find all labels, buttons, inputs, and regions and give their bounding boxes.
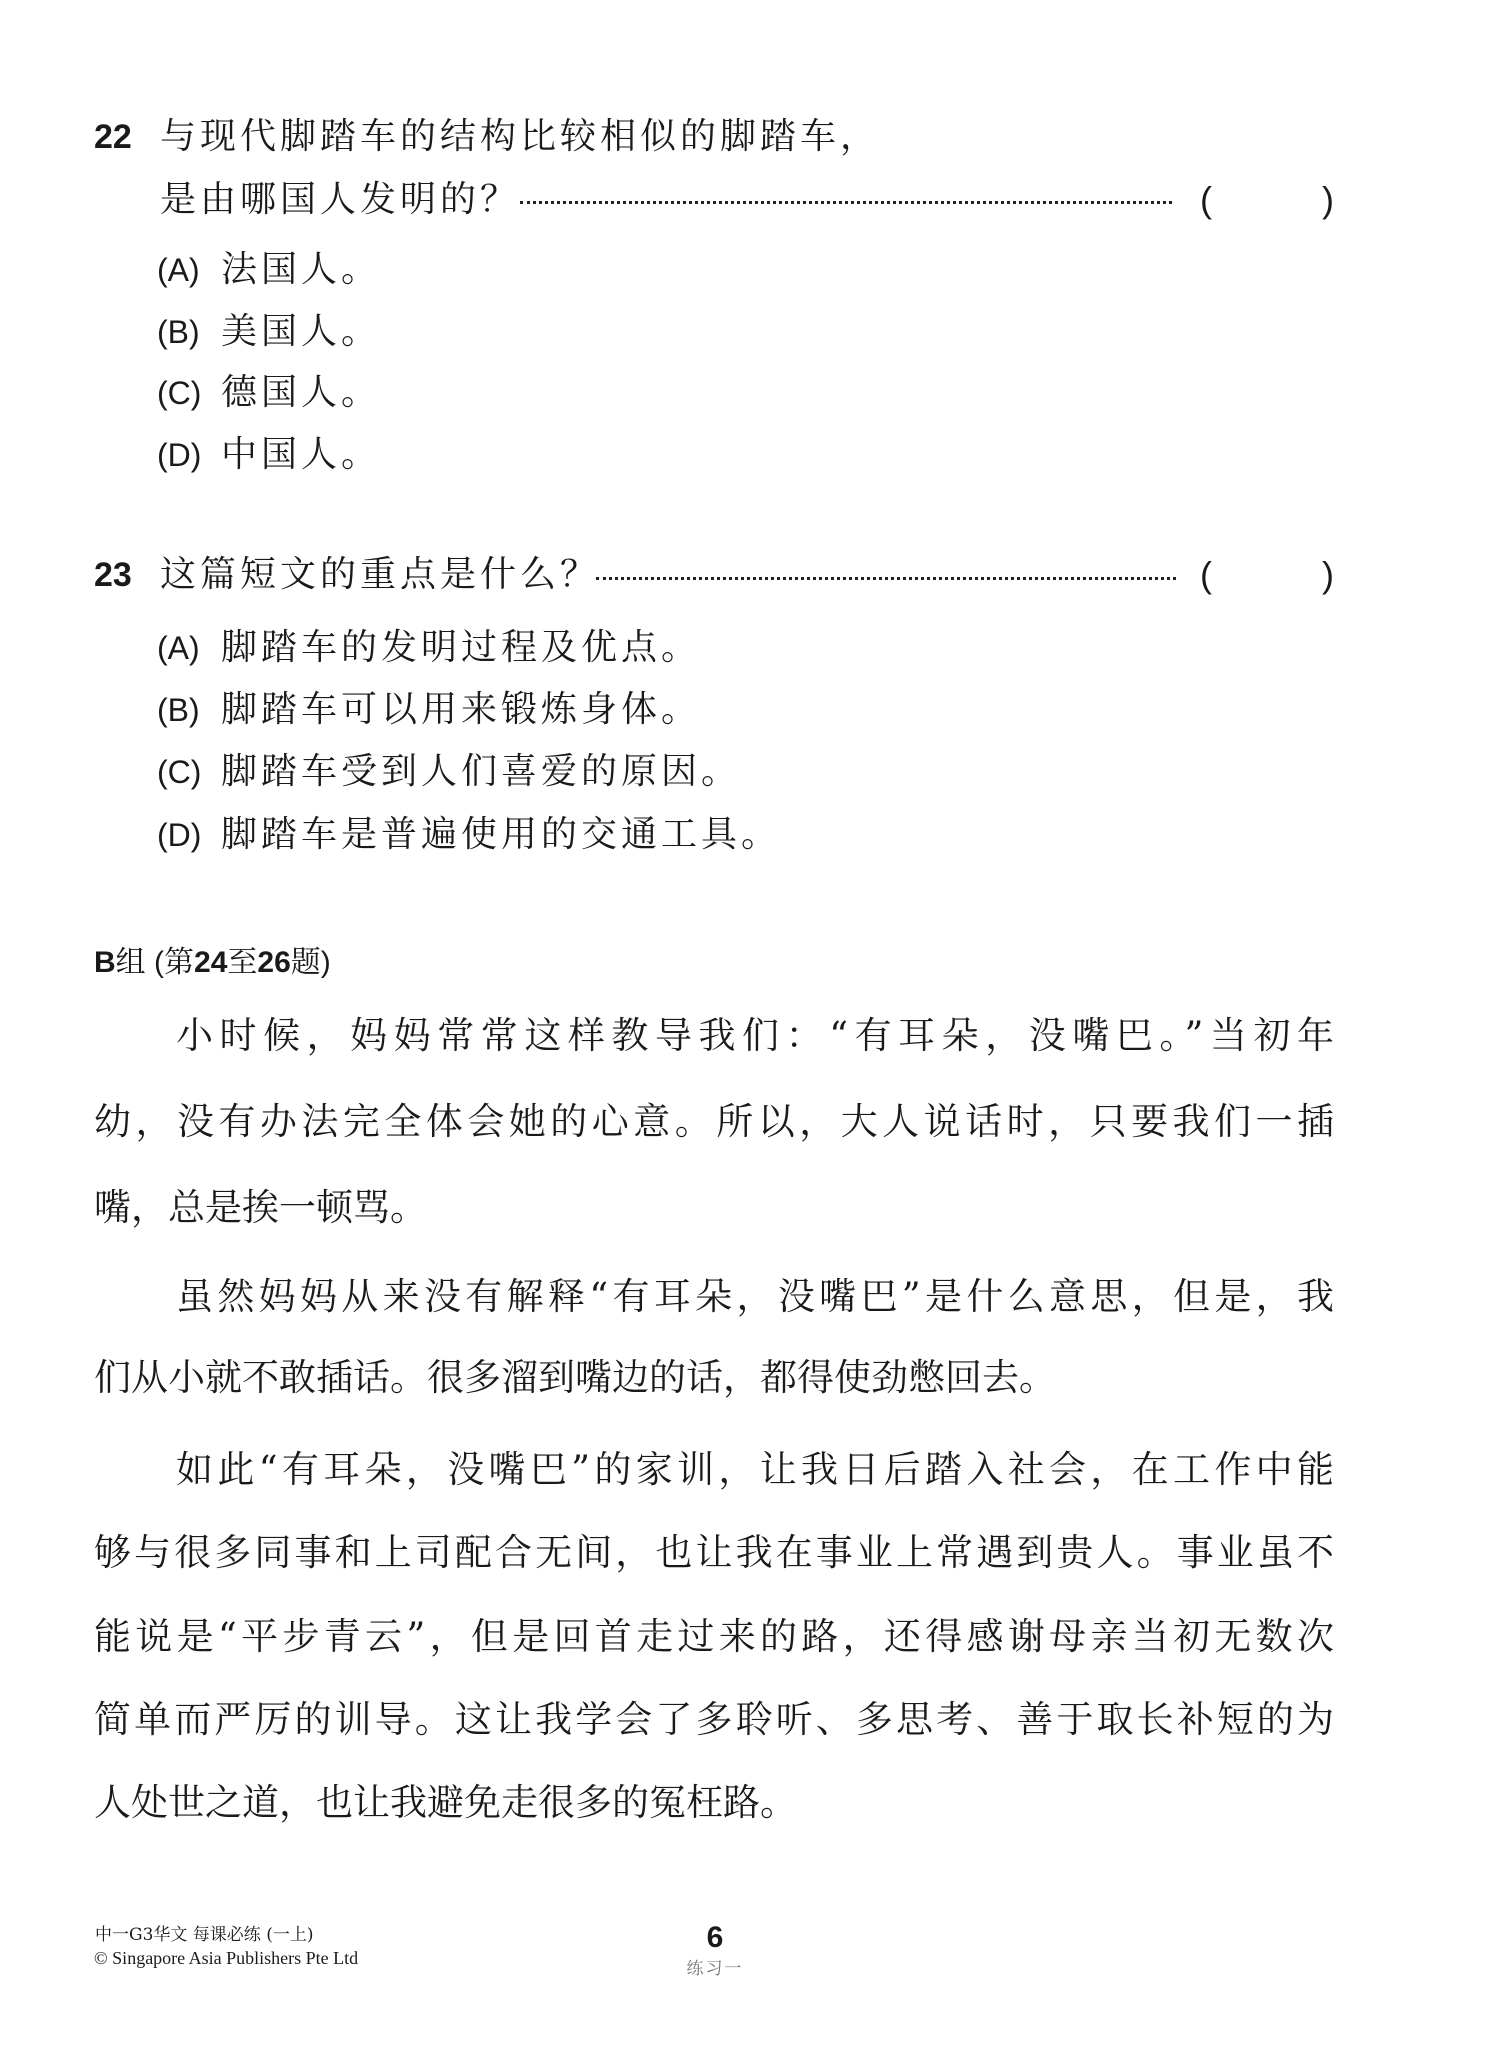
option-text: 法国人。 [221, 249, 382, 290]
section-suffix: 题 [290, 946, 321, 979]
option-23-a[interactable] [157, 626, 701, 670]
section-from: 24 [194, 946, 228, 979]
answer-blank-22[interactable] [1220, 180, 1320, 220]
option-22-b[interactable] [157, 310, 381, 354]
option-text: 脚踏车是普遍使用的交通工具。 [221, 814, 782, 855]
option-letter: (C) [157, 754, 202, 790]
passage-p3-line-5: 人处世之道，也让我避免走很多的冤枉路。 [94, 1781, 797, 1824]
option-22-c[interactable] [157, 371, 381, 415]
option-letter: (D) [157, 817, 202, 853]
passage-p3-line-3: 能说是“平步青云”，但是回首走过来的路，还得感谢母亲当初无数次 [94, 1615, 1334, 1658]
passage-p1-line-2: 幼，没有办法完全体会她的心意。所以，大人说话时，只要我们一插 [94, 1100, 1334, 1143]
passage-p1-line-3: 嘴，总是挨一顿骂。 [94, 1186, 427, 1229]
option-text: 美国人。 [221, 311, 382, 352]
section-to-word: 至 [227, 946, 258, 979]
option-23-b[interactable] [157, 688, 701, 732]
option-letter: (A) [157, 252, 200, 288]
footer-book-title: 中一G3华文 每课必练 (一上) [95, 1925, 314, 1945]
answer-paren-open-22: ( [1200, 179, 1212, 220]
passage-p2-line-2: 们从小就不敢插话。很多溜到嘴边的话，都得使劲憋回去。 [94, 1356, 1056, 1399]
section-prefix: 第 [164, 946, 195, 979]
page-number: 6 [706, 1921, 724, 1954]
question-number-23: 23 [94, 556, 132, 594]
option-23-d[interactable] [157, 813, 781, 857]
option-letter: (D) [157, 437, 202, 473]
option-text: 脚踏车可以用来锻炼身体。 [221, 689, 702, 730]
answer-leader-dots-22 [520, 201, 1172, 204]
option-text: 脚踏车的发明过程及优点。 [221, 627, 702, 668]
option-text: 德国人。 [221, 372, 382, 413]
question-22-text-line-2: 是由哪国人发明的？ [160, 179, 521, 220]
answer-leader-dots-23 [596, 577, 1176, 580]
passage-p2-line-1: 虽然妈妈从来没有解释“有耳朵，没嘴巴”是什么意思，但是，我 [176, 1275, 1334, 1318]
option-letter: (C) [157, 375, 202, 411]
passage-p3-line-4: 简单而严厉的训导。这让我学会了多聆听、多思考、善于取长补短的为 [94, 1698, 1334, 1741]
answer-paren-open-23: ( [1200, 554, 1212, 595]
answer-blank-23[interactable] [1220, 555, 1320, 595]
option-22-d[interactable] [157, 433, 381, 477]
option-text: 脚踏车受到人们喜爱的原因。 [221, 751, 742, 792]
answer-paren-close-22: ) [1322, 179, 1334, 220]
option-22-a[interactable] [157, 248, 381, 292]
section-group-label: 组 [115, 946, 146, 979]
passage-p1-line-1: 小时候，妈妈常常这样教导我们：“有耳朵，没嘴巴。”当初年 [176, 1014, 1334, 1057]
section-open-paren: ( [154, 946, 165, 979]
exercise-label: 练习一 [686, 1959, 744, 1979]
passage-p3-line-1: 如此“有耳朵，没嘴巴”的家训，让我日后踏入社会，在工作中能 [176, 1448, 1334, 1491]
answer-paren-close-23: ) [1322, 554, 1334, 595]
section-group-letter: B [94, 946, 116, 979]
passage-p3-line-2: 够与很多同事和上司配合无间，也让我在事业上常遇到贵人。事业虽不 [94, 1531, 1334, 1574]
section-to: 26 [257, 946, 291, 979]
option-letter: (A) [157, 630, 200, 666]
question-number-22: 22 [94, 118, 132, 156]
question-22-text-line-1: 与现代脚踏车的结构比较相似的脚踏车， [160, 116, 881, 157]
question-23-text-line-1: 这篇短文的重点是什么？ [160, 554, 601, 595]
option-letter: (B) [157, 314, 200, 350]
option-letter: (B) [157, 692, 200, 728]
section-header [94, 943, 331, 983]
section-close-paren: ) [320, 946, 331, 979]
footer-copyright: © Singapore Asia Publishers Pte Ltd [94, 1948, 359, 1968]
option-23-c[interactable] [157, 750, 741, 794]
option-text: 中国人。 [221, 434, 382, 475]
